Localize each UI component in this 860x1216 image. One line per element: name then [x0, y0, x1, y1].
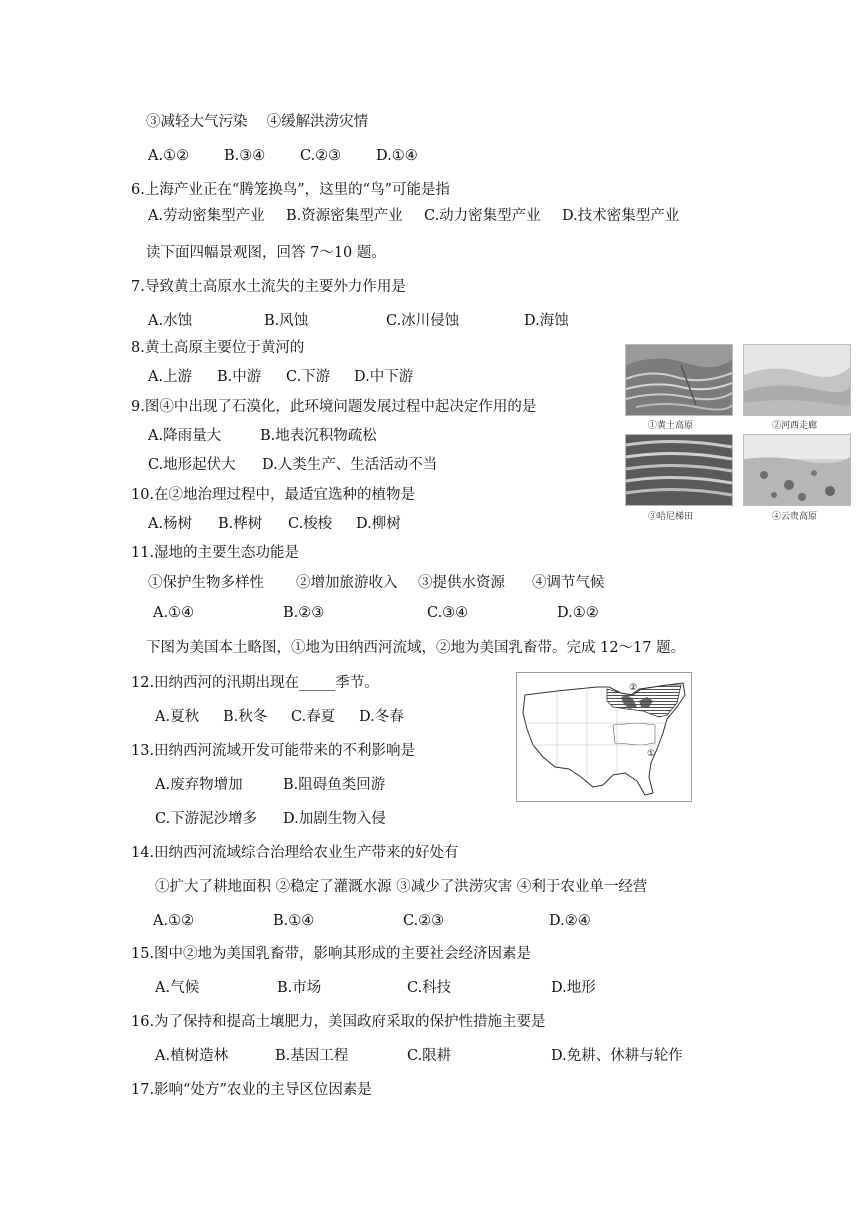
- instruction-7-10: 读下面四幅景观图，回答 7～10 题。: [146, 245, 386, 261]
- q13-option-a: A.废弃物增加: [155, 777, 243, 793]
- q12-option-b: B.秋冬: [223, 709, 268, 725]
- q7-option-b: B.风蚀: [264, 313, 309, 329]
- q6-option-c: C.动力密集型产业: [424, 208, 541, 224]
- photo-loess-plateau: [625, 344, 733, 416]
- q5-option-b: B.③④: [224, 148, 266, 164]
- q11-option-a: A.①④: [153, 605, 195, 621]
- q10-option-b: B.桦树: [218, 516, 263, 532]
- caption-photo-4: ④云贵高原: [772, 512, 818, 522]
- map-label-dairy-belt: ②: [629, 683, 638, 693]
- q14-option-b: B.①④: [273, 913, 315, 929]
- q6-option-a: A.劳动密集型产业: [148, 208, 265, 224]
- q6-option-d: D.技术密集型产业: [562, 208, 680, 224]
- q5-option-d: D.①④: [376, 148, 418, 164]
- q11-item-3: ③提供水资源: [418, 575, 505, 591]
- q8-option-d: D.中下游: [354, 369, 414, 385]
- q14-option-c: C.②③: [403, 913, 445, 929]
- q12-option-c: C.春夏: [291, 709, 336, 725]
- q10-option-c: C.梭梭: [288, 516, 333, 532]
- q7-option-a: A.水蚀: [148, 313, 193, 329]
- q8-option-a: A.上游: [148, 369, 193, 385]
- q13-option-d: D.加剧生物入侵: [283, 811, 386, 827]
- caption-photo-3: ③哈尼梯田: [648, 512, 694, 522]
- q9-option-d: D.人类生产、生活活动不当: [262, 457, 438, 473]
- q12-stem: 12.田纳西河的汛期出现在_____季节。: [131, 675, 379, 691]
- q10-stem: 10.在②地治理过程中，最适宜选种的植物是: [131, 487, 416, 503]
- q13-stem: 13.田纳西河流域开发可能带来的不利影响是: [131, 743, 416, 759]
- q14-stem: 14.田纳西河流域综合治理给农业生产带来的好处有: [131, 845, 459, 861]
- photo-hexi-corridor: [743, 344, 851, 416]
- photo-hani-terraces: [625, 434, 733, 506]
- q11-item-2: ②增加旅游收入: [296, 575, 398, 591]
- q15-stem: 15.图中②地为美国乳畜带，影响其形成的主要社会经济因素是: [131, 946, 532, 962]
- q7-option-c: C.冰川侵蚀: [386, 313, 460, 329]
- q14-option-a: A.①②: [153, 913, 195, 929]
- q9-option-a: A.降雨量大: [148, 428, 222, 444]
- q16-option-d: D.免耕、休耕与轮作: [551, 1048, 683, 1064]
- q15-option-b: B.市场: [277, 980, 322, 996]
- q12-option-d: D.冬春: [359, 709, 404, 725]
- q5-option-a: A.①②: [148, 148, 190, 164]
- q15-option-d: D.地形: [551, 980, 596, 996]
- q6-option-b: B.资源密集型产业: [286, 208, 403, 224]
- q8-stem: 8.黄土高原主要位于黄河的: [131, 340, 305, 356]
- instruction-12-17: 下图为美国本土略图，①地为田纳西河流域，②地为美国乳畜带。完成 12～17 题。: [146, 640, 686, 656]
- q16-option-c: C.限耕: [407, 1048, 452, 1064]
- q13-option-c: C.下游泥沙增多: [155, 811, 258, 827]
- q15-option-c: C.科技: [407, 980, 452, 996]
- q9-stem: 9.图④中出现了石漠化，此环境问题发展过程中起决定作用的是: [131, 399, 537, 415]
- q9-option-b: B.地表沉积物疏松: [260, 428, 377, 444]
- q16-stem: 16.为了保持和提高土壤肥力，美国政府采取的保护性措施主要是: [131, 1014, 546, 1030]
- q8-option-c: C.下游: [286, 369, 331, 385]
- q6-stem: 6.上海产业正在“腾笼换鸟”，这里的“鸟”可能是指: [131, 182, 450, 198]
- q14-option-d: D.②④: [549, 913, 591, 929]
- q7-stem: 7.导致黄土高原水土流失的主要外力作用是: [131, 279, 406, 295]
- q11-stem: 11.湿地的主要生态功能是: [131, 545, 300, 561]
- q11-item-4: ④调节气候: [532, 575, 605, 591]
- q11-item-1: ①保护生物多样性: [148, 575, 264, 591]
- q13-option-b: B.阻碍鱼类回游: [283, 777, 386, 793]
- q16-option-a: A.植树造林: [155, 1048, 229, 1064]
- photo-yungui-plateau: [743, 434, 851, 506]
- q5-option-c: C.②③: [300, 148, 342, 164]
- q10-option-a: A.杨树: [148, 516, 193, 532]
- q9-option-c: C.地形起伏大: [148, 457, 236, 473]
- q15-option-a: A.气候: [155, 980, 200, 996]
- q16-option-b: B.基因工程: [275, 1048, 349, 1064]
- q11-option-b: B.②③: [283, 605, 325, 621]
- us-map: [516, 672, 692, 802]
- q7-option-d: D.海蚀: [524, 313, 569, 329]
- q17-stem: 17.影响“处方”农业的主导区位因素是: [131, 1082, 372, 1098]
- q5-continuation: ③减轻大气污染 ④缓解洪涝灾情: [146, 114, 369, 130]
- q11-option-c: C.③④: [427, 605, 469, 621]
- q8-option-b: B.中游: [217, 369, 262, 385]
- q10-option-d: D.柳树: [356, 516, 401, 532]
- map-label-tennessee: ①: [647, 749, 656, 759]
- q11-option-d: D.①②: [557, 605, 599, 621]
- q14-continuation: ①扩大了耕地面积 ②稳定了灌溉水源 ③减少了洪涝灾害 ④利于农业单一经营: [155, 879, 648, 895]
- caption-photo-1: ①黄土高原: [648, 421, 694, 431]
- q12-option-a: A.夏秋: [155, 709, 200, 725]
- caption-photo-2: ②河西走廊: [772, 421, 818, 431]
